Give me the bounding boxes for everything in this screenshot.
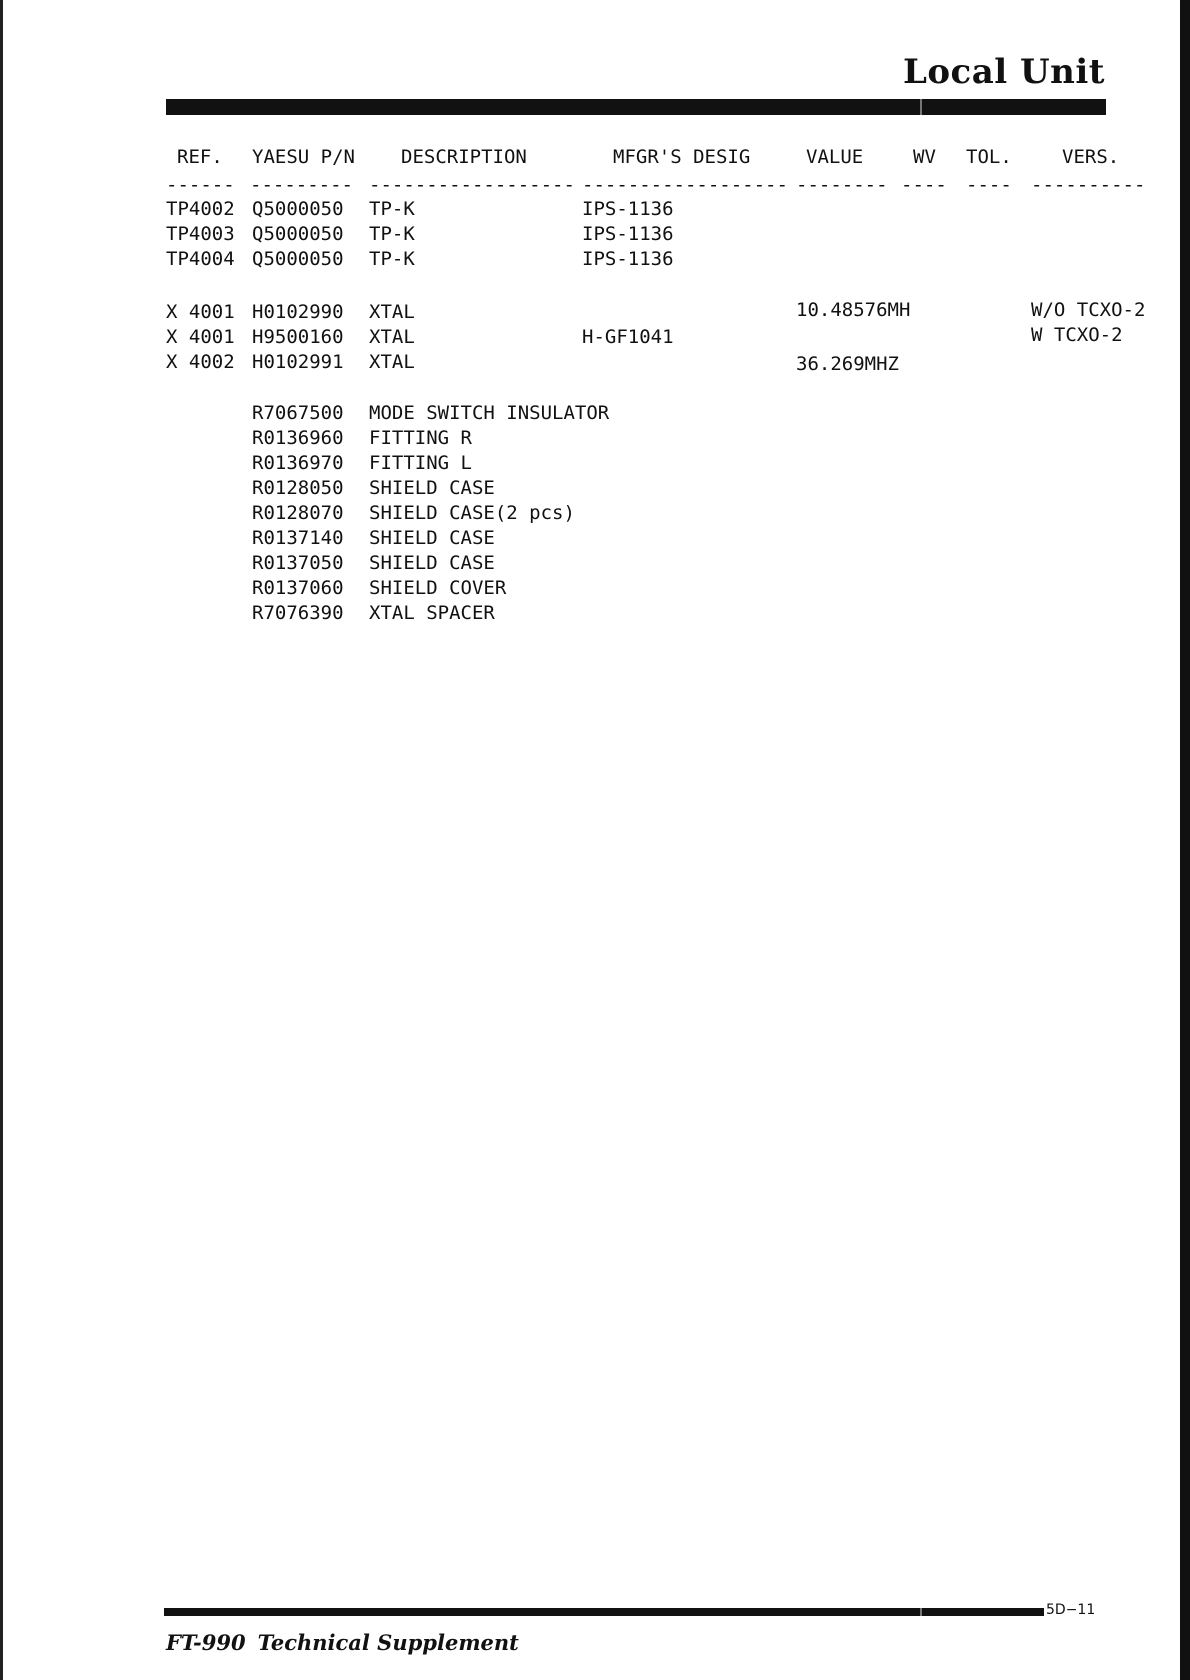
cell-mfgr: H-GF1041: [582, 326, 674, 348]
footer-model: FT-990: [166, 1630, 246, 1655]
col-divider-tol: ----: [966, 174, 1012, 196]
cell-pn: R0136970: [252, 452, 344, 474]
footer-title: [166, 1630, 519, 1655]
cell-desc: SHIELD CASE: [369, 552, 495, 574]
col-divider-mfgr: ------------------: [582, 174, 788, 196]
col-header-desc: DESCRIPTION: [401, 146, 527, 168]
col-divider-desc: ------------------: [369, 174, 575, 196]
page-right-edge: [1180, 0, 1190, 1680]
page-left-edge: [0, 0, 3, 1680]
cell-desc: TP-K: [369, 248, 415, 270]
col-header-vers: VERS.: [1062, 146, 1120, 168]
cell-desc: TP-K: [369, 198, 415, 220]
header-rule: [166, 99, 1106, 115]
col-header-mfgr: MFGR'S DESIG: [613, 146, 751, 168]
cell-pn: R0137140: [252, 527, 344, 549]
cell-value: 10.48576MH: [796, 299, 911, 321]
col-header-pn: YAESU P/N: [252, 146, 355, 168]
cell-desc: MODE SWITCH INSULATOR: [369, 402, 610, 424]
cell-desc: SHIELD COVER: [369, 577, 507, 599]
cell-vers: W/O TCXO-2: [1031, 299, 1146, 321]
col-header-tol: TOL.: [966, 146, 1012, 168]
cell-pn: R7067500: [252, 402, 344, 424]
cell-pn: H9500160: [252, 326, 344, 348]
cell-mfgr: IPS-1136: [582, 248, 674, 270]
page-title: Local Unit: [902, 52, 1105, 92]
cell-ref: TP4003: [166, 223, 235, 245]
col-header-wv: WV: [913, 146, 936, 168]
footer-rule-notch: [920, 1608, 922, 1616]
cell-pn: R0136960: [252, 427, 344, 449]
cell-desc: XTAL: [369, 301, 415, 323]
cell-desc: XTAL: [369, 351, 415, 373]
cell-ref: X 4002: [166, 351, 235, 373]
cell-pn: Q5000050: [252, 248, 344, 270]
col-divider-ref: ------: [166, 174, 235, 196]
cell-desc: SHIELD CASE(2 pcs): [369, 502, 575, 524]
col-divider-pn: ---------: [250, 174, 353, 196]
cell-desc: SHIELD CASE: [369, 477, 495, 499]
cell-pn: R0137060: [252, 577, 344, 599]
cell-pn: H0102991: [252, 351, 344, 373]
page-number: 5D−11: [1046, 1602, 1096, 1618]
cell-pn: H0102990: [252, 301, 344, 323]
cell-vers: W TCXO-2: [1031, 324, 1123, 346]
col-header-value: VALUE: [806, 146, 864, 168]
cell-ref: TP4002: [166, 198, 235, 220]
cell-desc: XTAL SPACER: [369, 602, 495, 624]
cell-value: 36.269MHZ: [796, 353, 899, 375]
cell-mfgr: IPS-1136: [582, 198, 674, 220]
cell-ref: X 4001: [166, 301, 235, 323]
cell-pn: Q5000050: [252, 198, 344, 220]
col-divider-vers: ----------: [1031, 174, 1146, 196]
cell-pn: R7076390: [252, 602, 344, 624]
cell-mfgr: IPS-1136: [582, 223, 674, 245]
cell-desc: XTAL: [369, 326, 415, 348]
cell-desc: FITTING R: [369, 427, 472, 449]
cell-ref: TP4004: [166, 248, 235, 270]
cell-pn: R0128050: [252, 477, 344, 499]
footer-text: Technical Supplement: [257, 1630, 519, 1655]
footer-rule: [164, 1608, 1044, 1616]
cell-ref: X 4001: [166, 326, 235, 348]
col-header-ref: REF.: [177, 146, 223, 168]
col-divider-wv: ----: [901, 174, 947, 196]
cell-pn: R0137050: [252, 552, 344, 574]
cell-desc: FITTING L: [369, 452, 472, 474]
cell-pn: Q5000050: [252, 223, 344, 245]
cell-desc: TP-K: [369, 223, 415, 245]
header-rule-notch: [920, 99, 922, 115]
cell-pn: R0128070: [252, 502, 344, 524]
col-divider-value: --------: [796, 174, 888, 196]
cell-desc: SHIELD CASE: [369, 527, 495, 549]
